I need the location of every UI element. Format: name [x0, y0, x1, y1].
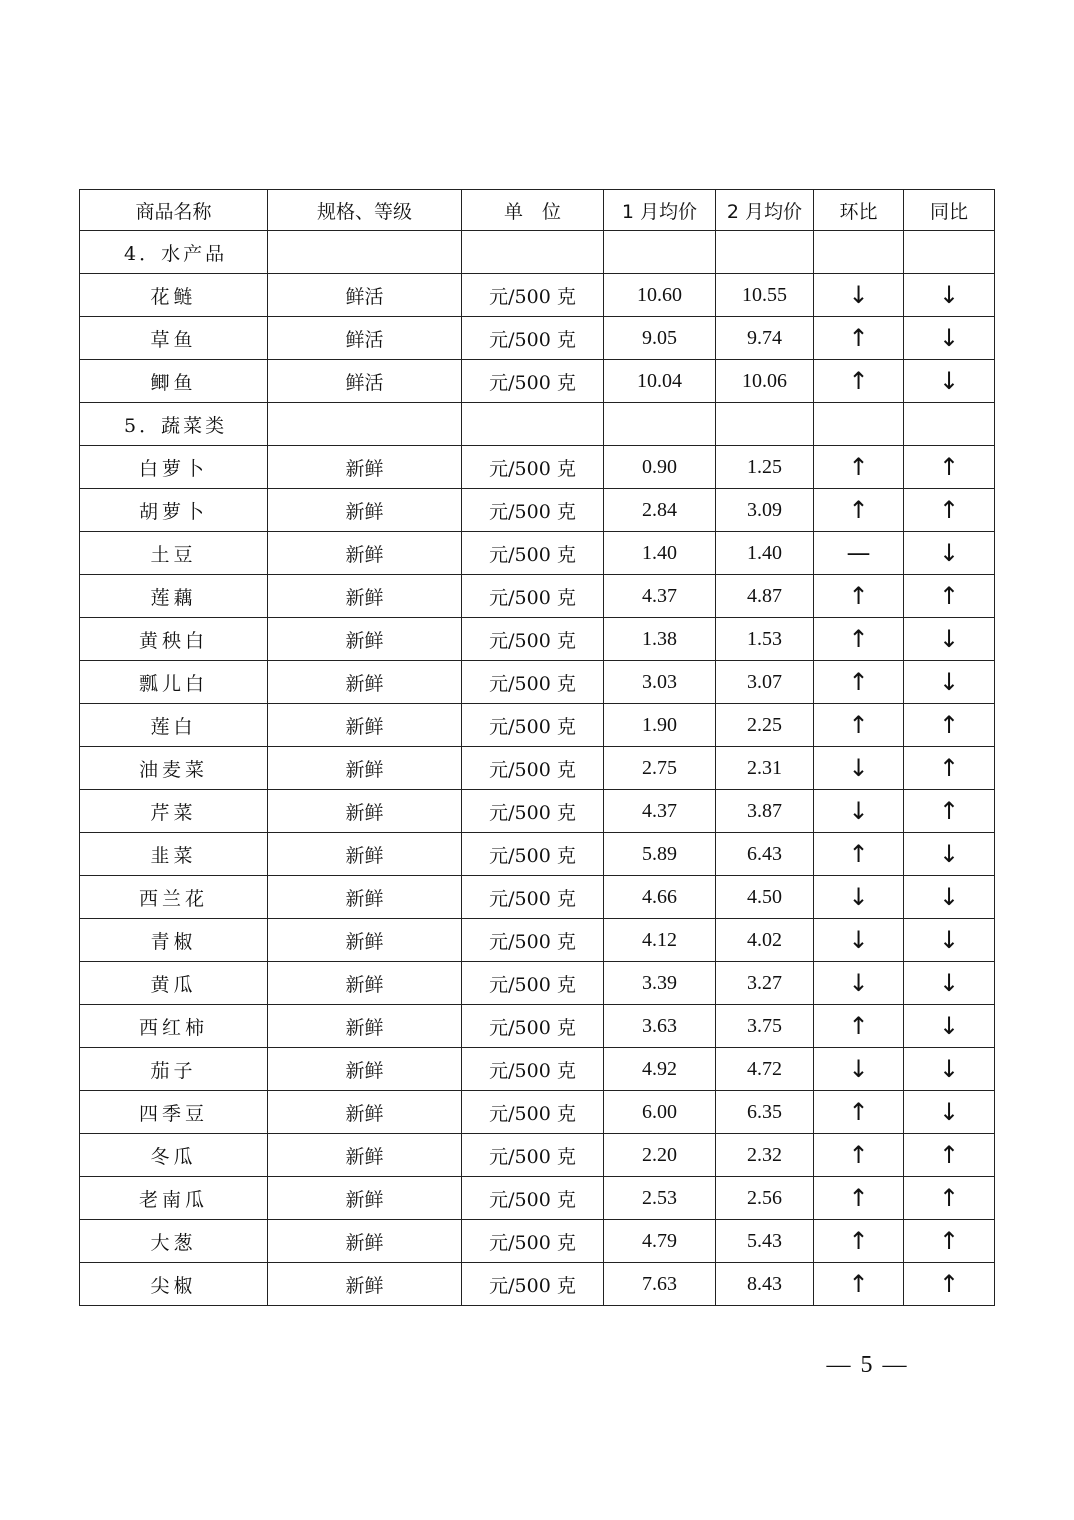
unit-cell: 元/500 克 [462, 833, 604, 876]
jan-price-cell: 6.00 [604, 1091, 716, 1134]
month-on-month-cell: ↑ [814, 489, 904, 532]
month-on-month-cell: ↓ [814, 790, 904, 833]
feb-price-cell: 2.25 [716, 704, 814, 747]
page-number: — 5 — [826, 1352, 909, 1378]
feb-price-cell: 8.43 [716, 1263, 814, 1306]
year-on-year-cell: ↓ [904, 962, 995, 1005]
jan-price-cell: 3.39 [604, 962, 716, 1005]
jan-price-cell: 3.03 [604, 661, 716, 704]
table-row [80, 747, 995, 790]
table-row [80, 962, 995, 1005]
unit-cell: 元/500 克 [462, 317, 604, 360]
jan-price-cell: 4.66 [604, 876, 716, 919]
month-on-month-cell: ↑ [814, 661, 904, 704]
feb-price-cell: 1.40 [716, 532, 814, 575]
spec-cell: 鲜活 [268, 360, 462, 403]
spec-cell: 新鲜 [268, 532, 462, 575]
empty-cell [814, 403, 904, 446]
product-name-cell: 芹菜 [80, 790, 268, 833]
spec-cell: 新鲜 [268, 1005, 462, 1048]
spec-cell: 新鲜 [268, 1048, 462, 1091]
empty-cell [904, 231, 995, 274]
feb-price-cell: 5.43 [716, 1220, 814, 1263]
product-name-cell: 瓢儿白 [80, 661, 268, 704]
category-label: 4．水产品 [80, 231, 268, 274]
unit-cell: 元/500 克 [462, 1263, 604, 1306]
year-on-year-cell: ↓ [904, 274, 995, 317]
feb-price-cell: 2.56 [716, 1177, 814, 1220]
jan-price-cell: 1.90 [604, 704, 716, 747]
empty-cell [716, 231, 814, 274]
header-unit: 单 位 [462, 190, 604, 231]
unit-cell: 元/500 克 [462, 575, 604, 618]
feb-price-cell: 2.31 [716, 747, 814, 790]
feb-price-cell: 3.87 [716, 790, 814, 833]
table-row [80, 919, 995, 962]
feb-price-cell: 3.07 [716, 661, 814, 704]
month-on-month-cell: ↑ [814, 1263, 904, 1306]
year-on-year-cell: ↓ [904, 1005, 995, 1048]
jan-price-cell: 10.04 [604, 360, 716, 403]
jan-price-cell: 7.63 [604, 1263, 716, 1306]
spec-cell: 新鲜 [268, 1091, 462, 1134]
price-table [79, 189, 995, 1306]
empty-cell [604, 231, 716, 274]
table-row [80, 1177, 995, 1220]
spec-cell: 新鲜 [268, 1220, 462, 1263]
month-on-month-cell: ↓ [814, 1048, 904, 1091]
unit-cell: 元/500 克 [462, 704, 604, 747]
product-name-cell: 西兰花 [80, 876, 268, 919]
month-on-month-cell: ↑ [814, 1134, 904, 1177]
spec-cell: 新鲜 [268, 833, 462, 876]
unit-cell: 元/500 克 [462, 489, 604, 532]
table-row [80, 1005, 995, 1048]
header-year-on-year: 同比 [904, 190, 995, 231]
jan-price-cell: 2.20 [604, 1134, 716, 1177]
year-on-year-cell: ↓ [904, 661, 995, 704]
year-on-year-cell: ↓ [904, 876, 995, 919]
table-row [80, 661, 995, 704]
table-row [80, 1048, 995, 1091]
feb-price-cell: 3.27 [716, 962, 814, 1005]
feb-price-cell: 3.09 [716, 489, 814, 532]
year-on-year-cell: ↓ [904, 360, 995, 403]
unit-cell: 元/500 克 [462, 1091, 604, 1134]
feb-price-cell: 3.75 [716, 1005, 814, 1048]
month-on-month-cell: ↑ [814, 704, 904, 747]
product-name-cell: 韭菜 [80, 833, 268, 876]
feb-price-cell: 6.43 [716, 833, 814, 876]
header-feb-avg-price: 2 月均价 [716, 190, 814, 231]
product-name-cell: 鲫鱼 [80, 360, 268, 403]
product-name-cell: 土豆 [80, 532, 268, 575]
product-name-cell: 莲白 [80, 704, 268, 747]
month-on-month-cell: ↓ [814, 919, 904, 962]
jan-price-cell: 4.37 [604, 790, 716, 833]
year-on-year-cell: ↓ [904, 317, 995, 360]
jan-price-cell: 3.63 [604, 1005, 716, 1048]
table-row [80, 833, 995, 876]
spec-cell: 新鲜 [268, 704, 462, 747]
feb-price-cell: 4.72 [716, 1048, 814, 1091]
product-name-cell: 白萝卜 [80, 446, 268, 489]
year-on-year-cell: ↓ [904, 532, 995, 575]
month-on-month-cell: ↓ [814, 274, 904, 317]
unit-cell: 元/500 克 [462, 1005, 604, 1048]
spec-cell: 新鲜 [268, 962, 462, 1005]
unit-cell: 元/500 克 [462, 1177, 604, 1220]
feb-price-cell: 1.25 [716, 446, 814, 489]
jan-price-cell: 2.53 [604, 1177, 716, 1220]
spec-cell: 新鲜 [268, 919, 462, 962]
unit-cell: 元/500 克 [462, 532, 604, 575]
month-on-month-cell: ↑ [814, 317, 904, 360]
empty-cell [462, 231, 604, 274]
unit-cell: 元/500 克 [462, 790, 604, 833]
spec-cell: 新鲜 [268, 661, 462, 704]
unit-cell: 元/500 克 [462, 618, 604, 661]
year-on-year-cell: ↓ [904, 919, 995, 962]
year-on-year-cell: ↑ [904, 489, 995, 532]
product-name-cell: 油麦菜 [80, 747, 268, 790]
table-row [80, 704, 995, 747]
unit-cell: 元/500 克 [462, 661, 604, 704]
feb-price-cell: 1.53 [716, 618, 814, 661]
jan-price-cell: 1.38 [604, 618, 716, 661]
product-name-cell: 茄子 [80, 1048, 268, 1091]
product-name-cell: 花鲢 [80, 274, 268, 317]
year-on-year-cell: ↑ [904, 790, 995, 833]
month-on-month-cell: ↓ [814, 747, 904, 790]
year-on-year-cell: ↑ [904, 1220, 995, 1263]
month-on-month-cell: ↑ [814, 833, 904, 876]
table-row [80, 1220, 995, 1263]
unit-cell: 元/500 克 [462, 747, 604, 790]
table-row [80, 1263, 995, 1306]
year-on-year-cell: ↓ [904, 618, 995, 661]
table-row [80, 790, 995, 833]
product-name-cell: 老南瓜 [80, 1177, 268, 1220]
table-row [80, 274, 995, 317]
jan-price-cell: 5.89 [604, 833, 716, 876]
spec-cell: 新鲜 [268, 747, 462, 790]
month-on-month-cell: ↓ [814, 962, 904, 1005]
year-on-year-cell: ↑ [904, 1134, 995, 1177]
unit-cell: 元/500 克 [462, 1048, 604, 1091]
empty-cell [814, 231, 904, 274]
year-on-year-cell: ↑ [904, 446, 995, 489]
month-on-month-cell: ↑ [814, 1091, 904, 1134]
spec-cell: 新鲜 [268, 876, 462, 919]
month-on-month-cell: ↑ [814, 360, 904, 403]
product-name-cell: 西红柿 [80, 1005, 268, 1048]
product-name-cell: 莲藕 [80, 575, 268, 618]
unit-cell: 元/500 克 [462, 919, 604, 962]
table-row [80, 317, 995, 360]
jan-price-cell: 4.92 [604, 1048, 716, 1091]
jan-price-cell: 4.79 [604, 1220, 716, 1263]
table-row [80, 532, 995, 575]
feb-price-cell: 9.74 [716, 317, 814, 360]
jan-price-cell: 4.37 [604, 575, 716, 618]
header-month-on-month: 环比 [814, 190, 904, 231]
table-row [80, 360, 995, 403]
month-on-month-cell: ↑ [814, 1220, 904, 1263]
spec-cell: 新鲜 [268, 618, 462, 661]
product-name-cell: 草鱼 [80, 317, 268, 360]
table-row [80, 618, 995, 661]
table-header-row [80, 190, 995, 231]
feb-price-cell: 4.87 [716, 575, 814, 618]
feb-price-cell: 10.55 [716, 274, 814, 317]
feb-price-cell: 4.50 [716, 876, 814, 919]
header-product-name: 商品名称 [80, 190, 268, 231]
year-on-year-cell: ↑ [904, 575, 995, 618]
jan-price-cell: 2.75 [604, 747, 716, 790]
spec-cell: 新鲜 [268, 489, 462, 532]
category-row [80, 403, 995, 446]
month-on-month-cell: ↑ [814, 1005, 904, 1048]
product-name-cell: 大葱 [80, 1220, 268, 1263]
product-name-cell: 黄瓜 [80, 962, 268, 1005]
month-on-month-cell: ↑ [814, 1177, 904, 1220]
header-spec-grade: 规格、等级 [268, 190, 462, 231]
feb-price-cell: 2.32 [716, 1134, 814, 1177]
header-jan-avg-price: 1 月均价 [604, 190, 716, 231]
spec-cell: 鲜活 [268, 317, 462, 360]
month-on-month-cell: ↑ [814, 618, 904, 661]
year-on-year-cell: ↑ [904, 1177, 995, 1220]
empty-cell [904, 403, 995, 446]
spec-cell: 新鲜 [268, 1177, 462, 1220]
unit-cell: 元/500 克 [462, 274, 604, 317]
table-row [80, 446, 995, 489]
category-row [80, 231, 995, 274]
year-on-year-cell: ↓ [904, 1091, 995, 1134]
jan-price-cell: 9.05 [604, 317, 716, 360]
year-on-year-cell: ↑ [904, 747, 995, 790]
table-row [80, 489, 995, 532]
year-on-year-cell: ↓ [904, 1048, 995, 1091]
spec-cell: 新鲜 [268, 1134, 462, 1177]
spec-cell: 新鲜 [268, 446, 462, 489]
empty-cell [716, 403, 814, 446]
table-row [80, 1091, 995, 1134]
month-on-month-cell: ↑ [814, 446, 904, 489]
unit-cell: 元/500 克 [462, 360, 604, 403]
table-row [80, 575, 995, 618]
jan-price-cell: 4.12 [604, 919, 716, 962]
feb-price-cell: 6.35 [716, 1091, 814, 1134]
month-on-month-cell: ↓ [814, 876, 904, 919]
product-name-cell: 胡萝卜 [80, 489, 268, 532]
empty-cell [462, 403, 604, 446]
product-name-cell: 青椒 [80, 919, 268, 962]
table-row [80, 876, 995, 919]
unit-cell: 元/500 克 [462, 876, 604, 919]
year-on-year-cell: ↑ [904, 704, 995, 747]
table-row [80, 1134, 995, 1177]
unit-cell: 元/500 克 [462, 1220, 604, 1263]
year-on-year-cell: ↓ [904, 833, 995, 876]
unit-cell: 元/500 克 [462, 1134, 604, 1177]
table-body [80, 231, 995, 1306]
unit-cell: 元/500 克 [462, 446, 604, 489]
feb-price-cell: 4.02 [716, 919, 814, 962]
month-on-month-cell: ↑ [814, 575, 904, 618]
product-name-cell: 冬瓜 [80, 1134, 268, 1177]
empty-cell [604, 403, 716, 446]
year-on-year-cell: ↑ [904, 1263, 995, 1306]
feb-price-cell: 10.06 [716, 360, 814, 403]
category-label: 5．蔬菜类 [80, 403, 268, 446]
product-name-cell: 黄秧白 [80, 618, 268, 661]
spec-cell: 新鲜 [268, 1263, 462, 1306]
empty-cell [268, 403, 462, 446]
jan-price-cell: 10.60 [604, 274, 716, 317]
jan-price-cell: 1.40 [604, 532, 716, 575]
month-on-month-cell: — [814, 532, 904, 575]
product-name-cell: 四季豆 [80, 1091, 268, 1134]
jan-price-cell: 0.90 [604, 446, 716, 489]
spec-cell: 鲜活 [268, 274, 462, 317]
empty-cell [268, 231, 462, 274]
unit-cell: 元/500 克 [462, 962, 604, 1005]
spec-cell: 新鲜 [268, 790, 462, 833]
product-name-cell: 尖椒 [80, 1263, 268, 1306]
jan-price-cell: 2.84 [604, 489, 716, 532]
spec-cell: 新鲜 [268, 575, 462, 618]
